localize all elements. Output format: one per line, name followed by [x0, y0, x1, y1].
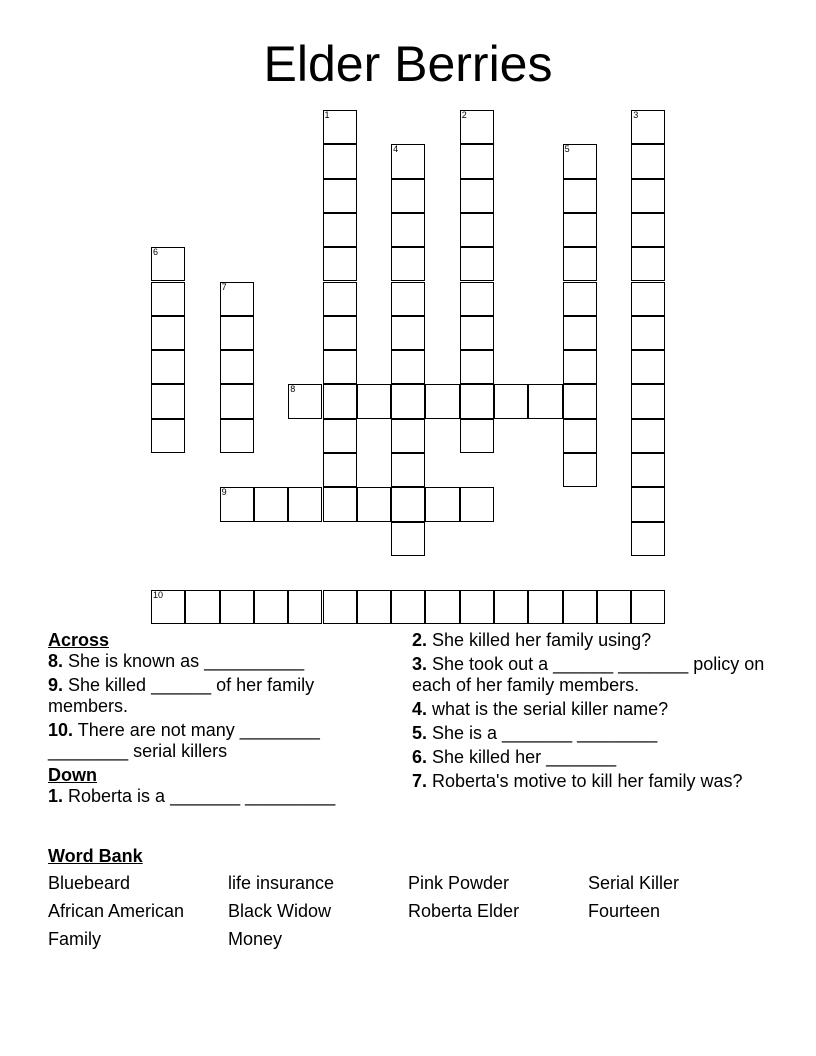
clue-number: 7. — [412, 771, 428, 791]
grid-cell[interactable] — [151, 247, 185, 281]
grid-cell[interactable] — [631, 384, 665, 418]
grid-cell[interactable] — [631, 282, 665, 316]
word-bank — [48, 846, 768, 950]
word-bank-item: Serial Killer — [588, 873, 680, 893]
grid-cell[interactable] — [220, 350, 254, 384]
word-bank-item: Pink Powder — [408, 873, 510, 893]
clue-text: She killed ______ of her family members. — [48, 675, 315, 716]
clues-right-column — [412, 630, 792, 795]
grid-cell[interactable] — [151, 419, 185, 453]
clue-number: 5. — [412, 723, 428, 743]
clue-text: Roberta's motive to kill her family was? — [427, 771, 743, 791]
grid-cell[interactable] — [391, 453, 425, 487]
grid-cell[interactable] — [631, 350, 665, 384]
grid-cell[interactable] — [460, 350, 494, 384]
grid-cell[interactable] — [254, 590, 288, 624]
clue-number: 1. — [48, 786, 64, 806]
clue-text: She killed her _______ — [427, 747, 617, 767]
grid-cell[interactable] — [460, 213, 494, 247]
grid-cell[interactable] — [597, 590, 631, 624]
grid-cell[interactable] — [528, 590, 562, 624]
clue-text: She killed her family using? — [427, 630, 652, 650]
grid-cell[interactable] — [151, 350, 185, 384]
clue-number: 4. — [412, 699, 428, 719]
grid-cell[interactable] — [323, 487, 357, 521]
clue-5 — [412, 723, 792, 744]
clue-text: Roberta is a _______ _________ — [63, 786, 336, 806]
grid-cell[interactable] — [220, 590, 254, 624]
clue-text: There are not many ________ ________ serial killers — [48, 720, 320, 761]
grid-cell[interactable] — [254, 487, 288, 521]
grid-cell[interactable] — [151, 590, 185, 624]
grid-cell[interactable] — [425, 384, 459, 418]
grid-cell[interactable] — [631, 144, 665, 178]
grid-cell[interactable] — [288, 384, 322, 418]
word-bank-item: life insurance — [228, 873, 335, 893]
grid-cell[interactable] — [391, 179, 425, 213]
grid-cell[interactable] — [425, 590, 459, 624]
grid-cell[interactable] — [563, 453, 597, 487]
grid-cell[interactable] — [323, 179, 357, 213]
grid-cell[interactable] — [528, 384, 562, 418]
grid-cell[interactable] — [391, 282, 425, 316]
clue-text: She took out a ______ _______ policy on each of her family members. — [412, 654, 765, 695]
grid-cell[interactable] — [357, 487, 391, 521]
grid-cell[interactable] — [391, 144, 425, 178]
clue-number: 10. — [48, 720, 74, 740]
grid-cell[interactable] — [460, 487, 494, 521]
clue-number-5: 5 — [564, 144, 570, 155]
grid-cell[interactable] — [425, 487, 459, 521]
clue-1 — [48, 786, 368, 807]
grid-cell[interactable] — [323, 590, 357, 624]
grid-cell[interactable] — [494, 384, 528, 418]
grid-cell[interactable] — [631, 179, 665, 213]
clue-8 — [48, 651, 368, 672]
clue-number-10: 10 — [153, 590, 164, 601]
grid-cell[interactable] — [563, 419, 597, 453]
grid-cell[interactable] — [460, 110, 494, 144]
grid-cell[interactable] — [391, 419, 425, 453]
clue-number: 2. — [412, 630, 428, 650]
clue-number-9: 9 — [221, 487, 227, 498]
grid-cell[interactable] — [460, 384, 494, 418]
clue-text: She is a _______ ________ — [427, 723, 658, 743]
grid-cell[interactable] — [631, 247, 665, 281]
grid-cell[interactable] — [563, 384, 597, 418]
grid-cell[interactable] — [460, 144, 494, 178]
grid-cell[interactable] — [323, 110, 357, 144]
word-bank-item: Fourteen — [588, 901, 661, 921]
grid-cell[interactable] — [151, 316, 185, 350]
grid-cell[interactable] — [563, 350, 597, 384]
grid-cell[interactable] — [631, 213, 665, 247]
grid-cell[interactable] — [323, 144, 357, 178]
grid-cell[interactable] — [323, 282, 357, 316]
clue-text: She is known as __________ — [63, 651, 305, 671]
grid-cell[interactable] — [220, 316, 254, 350]
grid-cell[interactable] — [220, 282, 254, 316]
grid-cell[interactable] — [631, 316, 665, 350]
grid-cell[interactable] — [460, 590, 494, 624]
grid-cell[interactable] — [563, 282, 597, 316]
clue-7 — [412, 771, 792, 792]
grid-cell[interactable] — [391, 247, 425, 281]
word-bank-item: African American — [48, 901, 185, 921]
clue-number-1: 1 — [324, 110, 330, 120]
word-bank-item: Black Widow — [228, 901, 332, 921]
word-bank-item: Family — [48, 929, 101, 949]
word-bank-item: Roberta Elder — [408, 901, 520, 921]
grid-cell[interactable] — [563, 144, 597, 178]
word-bank-list — [48, 873, 768, 950]
grid-cell[interactable] — [631, 419, 665, 453]
clue-number: 6. — [412, 747, 428, 767]
grid-cell[interactable] — [357, 384, 391, 418]
grid-cell[interactable] — [391, 384, 425, 418]
clue-6 — [412, 747, 792, 768]
grid-cell[interactable] — [494, 590, 528, 624]
grid-cell[interactable] — [391, 350, 425, 384]
clues-left-column — [48, 630, 368, 810]
grid-cell[interactable] — [220, 419, 254, 453]
clue-number-2: 2 — [461, 110, 467, 120]
grid-cell[interactable] — [391, 316, 425, 350]
clue-text: what is the serial killer name? — [427, 699, 669, 719]
clue-number-7: 7 — [221, 281, 227, 292]
down-heading: Down — [48, 765, 97, 785]
grid-cell[interactable] — [151, 282, 185, 316]
clue-number: 8. — [48, 651, 64, 671]
clue-9 — [48, 675, 368, 717]
grid-cell[interactable] — [151, 384, 185, 418]
grid-cell[interactable] — [185, 590, 219, 624]
grid-cell[interactable] — [631, 110, 665, 144]
clue-10 — [48, 720, 368, 762]
grid-cell[interactable] — [631, 487, 665, 521]
grid-cell[interactable] — [391, 522, 425, 556]
grid-cell[interactable] — [391, 590, 425, 624]
clue-number-6: 6 — [153, 247, 159, 258]
grid-cell[interactable] — [563, 247, 597, 281]
clue-number: 9. — [48, 675, 64, 695]
grid-cell[interactable] — [563, 590, 597, 624]
word-bank-item: Money — [228, 929, 283, 949]
grid-cell[interactable] — [323, 453, 357, 487]
page-title: Elder Berries — [263, 36, 553, 92]
grid-cell[interactable] — [460, 282, 494, 316]
grid-cell[interactable] — [460, 316, 494, 350]
clue-3 — [412, 654, 792, 696]
grid-cell[interactable] — [220, 487, 254, 521]
grid-cell[interactable] — [323, 350, 357, 384]
grid-cell[interactable] — [631, 453, 665, 487]
grid-cell[interactable] — [323, 384, 357, 418]
grid-cell[interactable] — [357, 590, 391, 624]
clue-2 — [412, 630, 792, 651]
grid-cell[interactable] — [288, 590, 322, 624]
grid-cell[interactable] — [460, 247, 494, 281]
grid-cell[interactable] — [323, 419, 357, 453]
grid-cell[interactable] — [323, 316, 357, 350]
grid-cell[interactable] — [288, 487, 322, 521]
grid-cell[interactable] — [563, 316, 597, 350]
grid-cell[interactable] — [631, 590, 665, 624]
grid-cell[interactable] — [391, 487, 425, 521]
grid-cell[interactable] — [220, 384, 254, 418]
clue-number-3: 3 — [633, 110, 639, 120]
clue-number-8: 8 — [290, 384, 296, 395]
grid-cell[interactable] — [460, 419, 494, 453]
across-heading: Across — [48, 630, 110, 650]
grid-cell[interactable] — [323, 213, 357, 247]
grid-cell[interactable] — [460, 179, 494, 213]
grid-cell[interactable] — [631, 522, 665, 556]
clue-4 — [412, 699, 792, 720]
clue-number-4: 4 — [393, 144, 399, 155]
clue-number: 3. — [412, 654, 428, 674]
grid-cell[interactable] — [323, 247, 357, 281]
word-bank-title: Word Bank — [48, 846, 143, 866]
grid-cell[interactable] — [563, 213, 597, 247]
grid-cell[interactable] — [563, 179, 597, 213]
word-bank-item: Bluebeard — [48, 873, 131, 893]
grid-cell[interactable] — [391, 213, 425, 247]
